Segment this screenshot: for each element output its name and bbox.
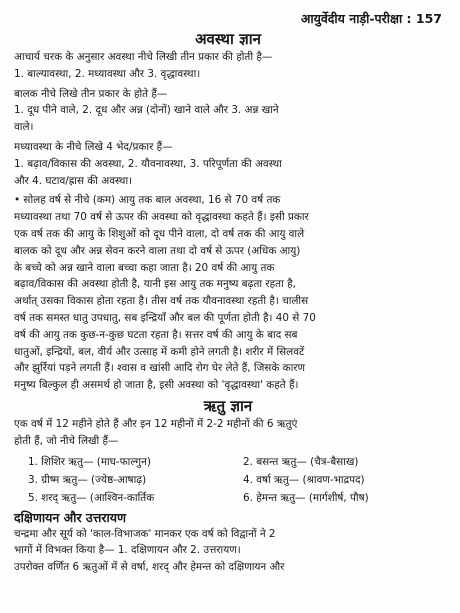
season-item: 1. शिशिर ऋतु— (माघ-फाल्गुन) xyxy=(28,455,151,468)
section-heading-ritu: ऋतु ज्ञान xyxy=(203,396,253,415)
text-line: बालक को दूध और अन्न सेवन करने वाला तथा दो वर्ष से ऊपर (अधिक आयु) xyxy=(14,244,301,257)
text-line: उपरोक्त वर्णित 6 ऋतुओं में से वर्षा, शरद् और हेमन्त को दक्षिणायन और xyxy=(14,561,285,574)
text-line: धातुओं, इन्द्रियों, बल, वीर्य और उत्साह में कमी होने लगती है। शरीर में सिलवटें xyxy=(14,345,305,358)
paragraph-avastha-detail xyxy=(14,192,442,394)
text-line: चन्द्रमा और सूर्य को 'काल-विभाजक' मानकर एक वर्ष को विद्वानों ने 2 xyxy=(14,527,276,540)
text-line: मध्यावस्था के नीचे लिखे 4 भेद/प्रकार हैं— xyxy=(14,140,173,153)
paragraph-ritu-intro xyxy=(14,416,442,450)
paragraph-madhya-types xyxy=(14,139,442,189)
season-item: 3. ग्रीष्म ऋतु— (ज्येष्ठ-आषाढ़) xyxy=(28,473,147,486)
paragraph-avastha-intro xyxy=(14,49,442,83)
section-heading-avastha: अवस्था ज्ञान xyxy=(195,30,261,48)
text-line: आचार्य चरक के अनुसार अवस्था नीचे लिखी तीन प्रकार की होती है— xyxy=(14,51,273,63)
section-heading-ayan: दक्षिणायन और उत्तरायण xyxy=(14,509,127,525)
season-item: 6. हेमन्त ऋतु— (मार्गशीर्ष, पौष) xyxy=(243,491,369,504)
text-line: मनुष्य बिल्कुल ही असमर्थ हो जाता है, इसी अवस्था को 'वृद्धावस्था' कहते हैं। xyxy=(14,379,299,392)
text-line: के बच्चे को अन्न खाने वाला बच्चा कहा जाता है। 20 वर्ष की आयु तक xyxy=(14,261,275,274)
text-line: मध्यावस्था तथा 70 वर्ष से ऊपर की अवस्था को वृद्धावस्था कहते हैं। इसी प्रकार xyxy=(14,211,309,224)
text-line: भागों में विभक्त किया है— 1. दक्षिणायन और 2. उत्तरायण। xyxy=(14,544,241,557)
text-line: 1. दूध पीने वाले, 2. दूध और अन्न (दोनों) खाने वाले और 3. अन्न खाने xyxy=(14,104,279,117)
season-item: 2. बसन्त ऋतु— (चैत्र-बैसाख) xyxy=(243,455,359,468)
running-header: आयुर्वेदीय नाड़ी-परीक्षा : 157 xyxy=(300,11,442,26)
season-item: 5. शरद् ऋतु— (आश्विन-कार्तिक xyxy=(28,491,155,504)
text-line: अर्थात् उसका विकास होता रहता है। तीस वर्ष तक यौवनावस्था रहती है। चालीस xyxy=(14,295,309,308)
text-line: होती हैं, जो नीचे लिखी हैं— xyxy=(14,434,119,447)
text-line: एक वर्ष तक की आयु के शिशुओं को दूध पीने वाला, दो वर्ष तक की आयु वाले xyxy=(14,227,305,240)
text-line: • सोलह वर्ष से नीचे (कम) आयु तक बाल अवस्था, 16 से 70 वर्ष तक xyxy=(14,194,281,207)
season-item: 4. वर्षा ऋतु— (श्रावण-भाद्रपद) xyxy=(243,473,365,486)
text-line: और 4. घटाव/ह्रास की अवस्था। xyxy=(14,174,133,187)
text-line: वाले। xyxy=(14,121,34,134)
text-line: वर्ष तक समस्त धातु उपधातु, सब इन्द्रियाँ और बल की पूर्णता होती है। 40 से 70 xyxy=(14,311,316,324)
season-list xyxy=(14,453,442,507)
text-line: 1. बढ़ाव/विकास की अवस्था, 2. यौवनावस्था, 3. परिपूर्णता की अवस्था xyxy=(14,157,282,170)
text-line: वर्ष की आयु तक कुछ-न-कुछ घटता रहता है। सत्तर वर्ष की आयु के बाद सब xyxy=(14,328,298,341)
text-line: 1. बाल्यावस्था, 2. मध्यावस्था और 3. वृद्धावस्था। xyxy=(14,67,201,80)
text-line: और झुर्रियां पड़ने लगती हैं। श्वास व खांसी आदि रोग घेर लेते हैं, जिसके कारण xyxy=(14,362,306,375)
text-line: बालक नीचे लिखे तीन प्रकार के होते हैं— xyxy=(14,87,168,100)
text-line: बढ़ाव/विकास की अवस्था होती है, यानी इस आयु तक मनुष्य बढ़ता रहता है, xyxy=(14,278,296,291)
paragraph-ayan xyxy=(14,526,442,576)
text-line: एक वर्ष में 12 महीने होते हैं और इन 12 महीनों में 2-2 महीनों की 6 ऋतुएं xyxy=(14,417,298,430)
paragraph-bal-types xyxy=(14,86,442,136)
